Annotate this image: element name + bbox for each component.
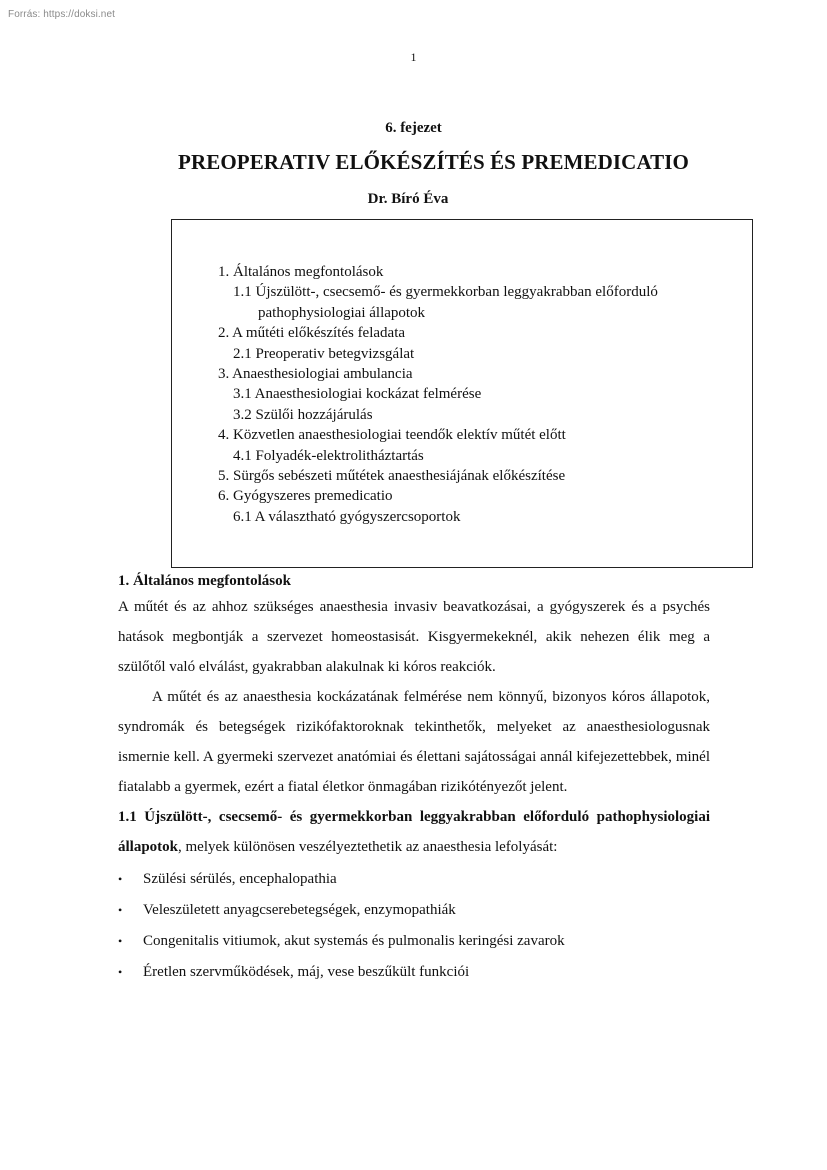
toc-item: pathophysiologiai állapotok: [258, 304, 426, 321]
bullet-icon: •: [118, 934, 123, 948]
toc-item: 4. Közvetlen anaesthesiologiai teendők elektív műtét előtt: [218, 427, 566, 444]
chapter-label: 6. fejezet: [385, 120, 442, 136]
list-item-text: Veleszületett anyagcserebetegségek, enzymopathiák: [143, 902, 456, 918]
toc-item: 6. Gyógyszeres premedicatio: [218, 488, 393, 505]
list-item-text: Szülési sérülés, encephalopathia: [143, 871, 337, 887]
toc-item: 2.1 Preoperativ betegvizsgálat: [233, 345, 415, 362]
document-title: PREOPERATIV ELŐKÉSZÍTÉS ÉS PREMEDICATIO: [178, 150, 689, 174]
list-item-text: Congenitalis vitiumok, akut systemás és pulmonalis keringési zavarok: [143, 933, 565, 949]
subsection-heading-rest: , melyek különösen veszélyeztethetik az anaesthesia lefolyását:: [178, 839, 558, 855]
paragraph: A műtét és az anaesthesia kockázatának felmérése nem könnyű, bizonyos kóros állapotok, syndromák és betegségek rizikófaktoroknak tekinthetők, melyeket az anaesthesiologusnak ismernie kell. A gyermeki szervezet anatómiai és élettani sajátosságai annál kifejezettebbek, minél fiatalabb a gyermek, ezért a fiatal életkor önmagában rizikótényezőt jelent.: [118, 689, 710, 795]
bullet-list: [118, 864, 710, 988]
author-name: Dr. Bíró Éva: [367, 191, 449, 207]
section-heading: 1. Általános megfontolások: [118, 573, 291, 589]
toc-item: 1.1 Újszülött-, csecsemő- és gyermekkorban leggyakrabban előforduló: [233, 284, 658, 301]
page-number: 1: [410, 50, 417, 64]
toc-item: 3.2 Szülői hozzájárulás: [233, 406, 373, 423]
table-of-contents: [218, 262, 738, 527]
toc-item: 2. A műtéti előkészítés feladata: [218, 325, 406, 342]
toc-item: 6.1 A választható gyógyszercsoportok: [233, 508, 461, 525]
toc-item: 3. Anaesthesiologiai ambulancia: [218, 366, 413, 383]
toc-item: 4.1 Folyadék-elektrolitháztartás: [233, 447, 424, 464]
subsection-heading: 1.1 Újszülött-, csecsemő- és gyermekkorban leggyakrabban előforduló pathophysiologiai állapotok: [118, 809, 710, 855]
toc-item: 3.1 Anaesthesiologiai kockázat felmérése: [233, 386, 482, 403]
paragraph: A műtét és az ahhoz szükséges anaesthesia invasiv beavatkozásai, a gyógyszerek és a psychés hatások megbontják a szervezet homeostasisát. Kisgyermekeknél, akik nehezen élik meg a szülőtől való elválást, gyakrabban alakulnak ki kóros reakciók.: [118, 599, 710, 675]
list-item: [118, 957, 710, 988]
bullet-icon: •: [118, 965, 123, 979]
bullet-icon: •: [118, 872, 123, 886]
list-item: [118, 895, 710, 926]
toc-item: 5. Sürgős sebészeti műtétek anaesthesiájának előkészítése: [218, 468, 566, 485]
list-item-text: Éretlen szervműködések, máj, vese beszűkült funkciói: [143, 964, 470, 980]
main-content: [118, 570, 710, 988]
table-of-contents-box: [171, 219, 753, 568]
source-label: Forrás: https://doksi.net: [8, 9, 115, 20]
list-item: [118, 926, 710, 957]
subsection-paragraph: [118, 802, 710, 862]
bullet-icon: •: [118, 903, 123, 917]
toc-item: 1. Általános megfontolások: [218, 264, 384, 280]
list-item: [118, 864, 710, 895]
